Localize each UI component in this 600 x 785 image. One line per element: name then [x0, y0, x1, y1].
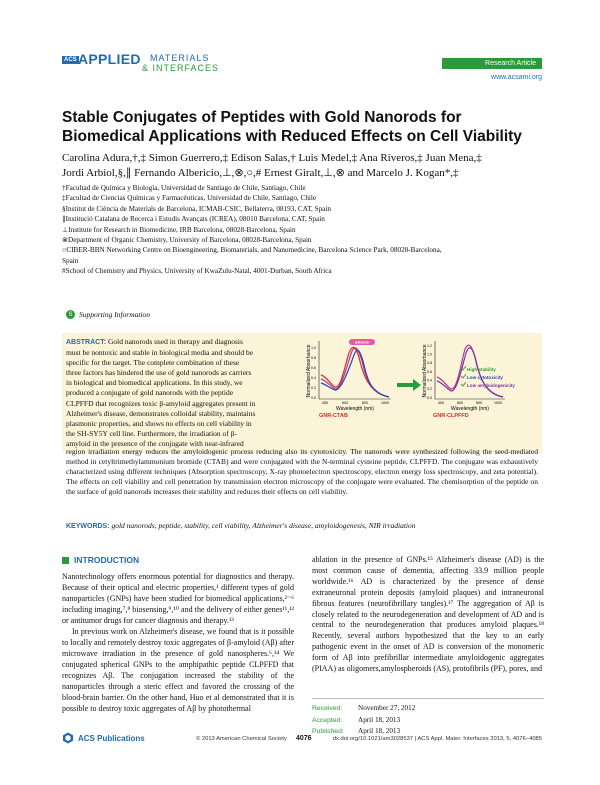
check-icon — [461, 374, 466, 378]
author-line-2: Jordi Arbiol,§,∥ Fernando Albericio,⊥,⊗,○,# Ernest Giralt,⊥,⊗ and Marcelo J. Kogan*,‡ — [62, 166, 459, 179]
copyright-notice: © 2013 American Chemical Society — [196, 736, 287, 742]
author-line-1: Carolina Adura,†,‡ Simon Guerrero,‡ Edison Salas,† Luis Medel,‡ Ana Riveros,‡ Juan Mena,‡ — [62, 152, 482, 164]
ylabel-right: Normalized Absorbance — [422, 344, 428, 398]
acs-publications-logo — [62, 732, 145, 744]
ytick-left: 0.4 — [311, 376, 316, 380]
feature-high-stability: High stability — [467, 367, 496, 372]
ytick-left: 0.2 — [311, 386, 316, 390]
ytick-left: 0.8 — [311, 356, 316, 360]
route-pill-label: ΔRoute — [354, 339, 370, 345]
abstract-line: the SH-SY5Y cell line. Furthermore, the irradiation of β- — [66, 428, 237, 438]
abstract-label: ABSTRACT: — [66, 339, 107, 346]
abstract-line: CLPFFD that recognizes toxic β-amyloid aggregates present in — [66, 398, 256, 408]
ytick-left: 0.0 — [311, 396, 316, 400]
abstract-line: Alzheimer's disease, demonstrates colloidal stability, maintains — [66, 408, 256, 418]
abstract-line: must be nontoxic and stable in biological media and should be — [66, 348, 254, 358]
supporting-information-link[interactable] — [66, 310, 150, 319]
section-heading-label: INTRODUCTION — [74, 555, 140, 565]
affiliation-list — [62, 183, 542, 277]
arrow-icon — [397, 379, 421, 391]
ytick-right: 0.8 — [427, 361, 432, 365]
abstract-line: specific for the target. The complete combination of these — [66, 358, 240, 368]
spectrum-curve-purple — [437, 348, 503, 397]
date-value: November 27, 2012 — [358, 704, 416, 712]
xtick-right: 800 — [476, 401, 482, 405]
keywords-text: gold nanorods, peptide, stability, cell viability, Alzheimer's disease, amyloidogenesis, NIR irradiation — [111, 521, 416, 530]
date-label: Accepted: — [312, 716, 343, 724]
journal-url-link[interactable]: www.acsami.org — [491, 74, 542, 81]
affiliation-item: †Facultad de Química y Biología, Universidad de Santiago de Chile, Santiago, Chile — [62, 184, 306, 192]
logo-acs: ACS — [64, 57, 77, 63]
feature-low-cytotoxicity: Low cytotoxicity — [467, 375, 503, 380]
spectrum-curve-blue — [321, 350, 389, 397]
date-value: April 18, 2013 — [358, 727, 401, 735]
xlabel-left: Wavelength (nm) — [336, 406, 374, 412]
label-gnr-ctab: GNR-CTAB — [319, 413, 348, 419]
body-column-left — [62, 555, 294, 716]
article-type-badge: Research Article — [442, 58, 542, 69]
xtick-left: 1000 — [381, 401, 389, 405]
affiliation-item: ⊗Department of Organic Chemistry, University of Barcelona, 08028-Barcelona, Spain — [62, 236, 312, 245]
affiliation-item: ○CIBER-BBN Networking Centre on Bioengineering, Biomaterials, and Nanomedicine, Barcelona Science Park, 08028-Barcelona, — [62, 246, 442, 255]
xtick-right: 1000 — [494, 401, 502, 405]
keywords — [66, 521, 542, 530]
affiliation-item: Spain — [62, 256, 79, 265]
label-gnr-clpffd: GNR-CLPFFD — [433, 413, 469, 419]
xlabel-right: Wavelength (nm) — [451, 406, 489, 412]
date-row — [312, 715, 544, 727]
affiliation-item: ‡Facultad de Ciencias Químicas y Farmacéuticas, Universidad de Chile, Santiago, Chile — [62, 194, 317, 203]
body-paragraph: Nanotechnology offers enormous potential for diagnostics and therapy. Because of their optical and electric properties,¹ different types of gold nanoparticles (GNPs) have been studied for biomedical applications,²⁻⁶ including imaging,⁷,⁸ biosensing,⁹,¹⁰ and the delivery of either genes¹¹,¹² or antitumor drugs for cancer diagnosis and therapy.¹³ — [62, 571, 294, 625]
abstract-line: Gold nanorods used in therapy and diagnosis — [107, 337, 243, 346]
ylabel-left: Normalized Absorbance — [306, 344, 312, 398]
section-square-icon — [62, 557, 69, 564]
abstract-line: produced a conjugate of gold nanorods with the peptide — [66, 388, 234, 398]
body-paragraph: ablation in the presence of GNPs.¹⁵ Alzheimer's disease (AD) is the most common cause of dementia, affecting 33.9 million people worldwide.¹⁶ AD is characterized by the presence of dense extraneuronal protein deposits (amyloid plaques) and intraneuronal fibrous features (neurofibrillary tangles).¹⁷ The aggregation of Aβ is closely related to the neurodegeneration and development of AD and is central to the neurodegeneration that produces amyloid plaques.¹⁸ Recently, several authors hypothesized that the key to an early pathogenic event in the onset of AD is conversion of the monomeric form of Aβ into prefibrillar intermediate amyloidogenic aggregates (PIAA) as oligomers,amylospheroids (AS), protofibrils (PF), pores, and — [312, 555, 544, 674]
abstract-line: three factors has hindered the use of gold nanorods as carriers — [66, 368, 252, 378]
logo-applied: APPLIED — [78, 51, 141, 67]
acs-publications-label: ACS Publications — [78, 733, 145, 743]
page-number: 4076 — [296, 735, 312, 742]
abstract-line: amyloid in the presence of the conjugate with near-infrared — [66, 438, 244, 448]
date-row — [312, 703, 544, 715]
supporting-info-label: Supporting Information — [79, 310, 151, 319]
feature-low-amyloidogenicity: Low amyloidogenicity — [467, 383, 515, 388]
article-title: Stable Conjugates of Peptides with Gold Nanorods for Biomedical Applications with Reduced Effects on Cell Viability — [62, 109, 522, 145]
ytick-right: 0.2 — [427, 387, 432, 391]
ytick-left: 1.0 — [311, 346, 316, 350]
journal-header — [62, 50, 542, 86]
date-value: April 18, 2013 — [358, 715, 401, 724]
affiliation-item: ⊥Institute for Research in Biomedicine, IRB Barcelona, 08028-Barcelona, Spain — [62, 225, 296, 234]
xtick-left: 400 — [322, 401, 328, 405]
xtick-left: 600 — [342, 401, 348, 405]
plot-right — [422, 341, 515, 419]
spectrum-curve-magenta — [321, 348, 389, 397]
graphical-abstract — [305, 335, 541, 420]
doi-link[interactable]: dx.doi.org/10.1021/am3028537 | ACS Appl. Mater. Interfaces 2013, 5, 4076−4085 — [332, 736, 542, 742]
plot-left — [306, 339, 391, 419]
xtick-right: 400 — [438, 401, 444, 405]
keywords-label: KEYWORDS: — [66, 523, 110, 530]
body-paragraph: In previous work on Alzheimer's disease, we found that is it possible to locally and remotely destroy toxic aggregates of β-amyloid (Aβ) after microwave irradiation in the presence of gold nanospheres.⁶,¹⁴ We conjugated spherical GNPs to the amphipathic peptide CLPFFD that recognizes Aβ. The conjugation increased the stability of the nanoparticles through a steric effect and favored the crossing of the blood-brain barrier. On the other hand, Huo et al demonstrated that it is possible to destroy toxic aggregates of Aβ by photothermal — [62, 627, 294, 713]
supporting-info-icon: S — [66, 310, 75, 319]
acs-hex-icon — [62, 732, 74, 744]
ytick-right: 0.4 — [427, 378, 432, 383]
abstract-line: plasmonic properties, and shows no effects on cell viability in — [66, 418, 252, 428]
date-label: Received: — [312, 705, 343, 712]
page-footer — [62, 732, 542, 748]
ytick-right: 1.0 — [427, 352, 432, 357]
ytick-right: 0.6 — [427, 370, 432, 374]
logo-materials: MATERIALS — [150, 53, 210, 63]
affiliation-item: ∥Institució Catalana de Recerca i Estudis Avançats (ICREA), 08010 Barcelona, CAT, Spain — [62, 215, 325, 224]
author-list — [62, 151, 542, 180]
ytick-right: 1.2 — [427, 344, 432, 348]
spectrum-curve-red — [321, 347, 389, 397]
logo-interfaces: & INTERFACES — [142, 63, 220, 73]
ytick-right: 0.0 — [427, 396, 432, 400]
affiliation-item: #School of Chemistry and Physics, University of KwaZulu-Natal, 4001-Durban, South Africa — [62, 267, 332, 276]
abstract-continuation: region irradiation energy reduces the amyloidogenic process reducing also its cytotoxicity. The nanorods were synthesized following the seed-mediated method in cetyltrimethylammonium bromide (CTAB) and were conjugated with the N-terminal cysteine peptide, CLPFFD. The conjugate was exhaustively characterized using different techniques (Absorption spectroscopy, X-ray photoelectron spectroscopy, electron energy loss spectroscopy, and zeta potential). The effects on cell viability and cell penetration by transmission electron microscopy of the conjugate were evaluated. The chemisorption of the peptide on the surface of gold nanorods increases their stability and reduces their effects on cell viability. — [66, 447, 538, 497]
affiliation-item: §Institut de Ciència de Materials de Barcelona, ICMAB-CSIC, Bellaterra, 08193, CAT, Spain — [62, 204, 331, 213]
check-icon — [461, 382, 466, 386]
xtick-left: 800 — [362, 401, 368, 405]
date-label: Published: — [312, 728, 344, 735]
body-column-right — [312, 555, 544, 676]
abstract-line: in biological and biomedical applications. In this study, we — [66, 378, 243, 388]
xtick-right: 600 — [457, 401, 463, 405]
ytick-left: 0.6 — [311, 366, 316, 370]
section-heading-introduction — [62, 555, 294, 566]
abstract-column — [66, 337, 304, 449]
